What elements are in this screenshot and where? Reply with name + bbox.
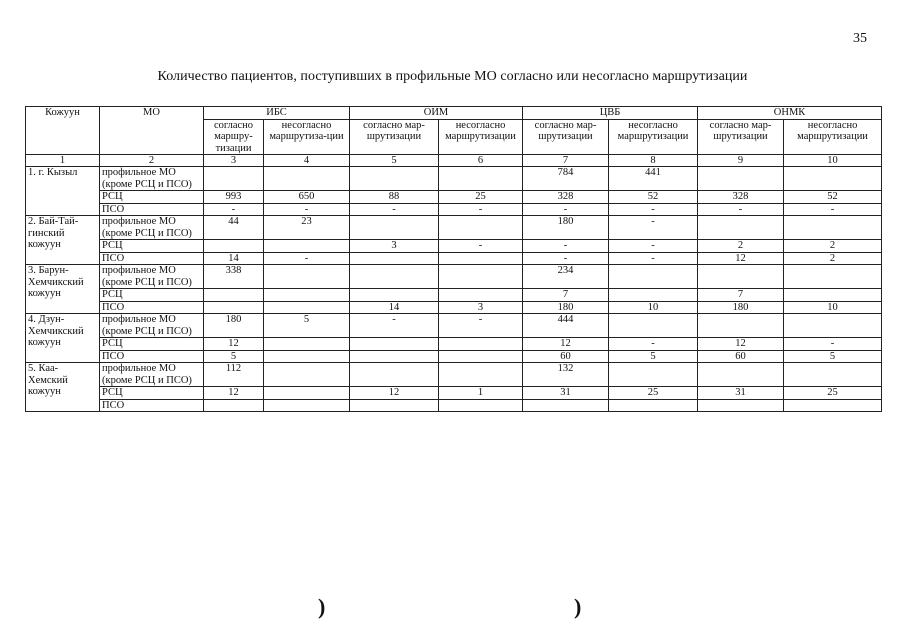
value-cell	[439, 363, 523, 387]
mo-type: профильное МО (кроме РСЦ и ПСО)	[100, 314, 204, 338]
value-cell: -	[523, 252, 609, 265]
header-group-onmk: ОНМК	[698, 107, 882, 120]
value-cell: -	[523, 240, 609, 253]
table-row	[26, 363, 882, 387]
mo-type: РСЦ	[100, 338, 204, 351]
value-cell	[264, 301, 350, 314]
value-cell: -	[698, 203, 784, 216]
value-cell	[350, 363, 439, 387]
mo-type: ПСО	[100, 399, 204, 412]
table-row	[26, 167, 882, 191]
header-group-oim: ОИМ	[350, 107, 523, 120]
value-cell	[784, 399, 882, 412]
value-cell: 12	[350, 387, 439, 400]
value-cell	[204, 301, 264, 314]
footer-mark: )	[318, 594, 326, 619]
value-cell: 60	[523, 350, 609, 363]
table-row	[26, 301, 882, 314]
value-cell: 12	[204, 387, 264, 400]
value-cell: 25	[784, 387, 882, 400]
value-cell	[698, 314, 784, 338]
value-cell: 31	[698, 387, 784, 400]
value-cell	[264, 289, 350, 302]
value-cell: 132	[523, 363, 609, 387]
value-cell: 112	[204, 363, 264, 387]
table-row	[26, 216, 882, 240]
value-cell	[264, 167, 350, 191]
table-row	[26, 350, 882, 363]
value-cell: -	[264, 252, 350, 265]
value-cell: 441	[609, 167, 698, 191]
value-cell: 88	[350, 191, 439, 204]
value-cell	[698, 265, 784, 289]
value-cell	[439, 338, 523, 351]
value-cell	[350, 265, 439, 289]
value-cell: -	[264, 203, 350, 216]
value-cell: 180	[698, 301, 784, 314]
value-cell	[523, 399, 609, 412]
table-row	[26, 240, 882, 253]
value-cell	[264, 399, 350, 412]
value-cell: 2	[784, 240, 882, 253]
mo-type: профильное МО (кроме РСЦ и ПСО)	[100, 363, 204, 387]
value-cell: 3	[439, 301, 523, 314]
value-cell: -	[609, 338, 698, 351]
value-cell: 5	[204, 350, 264, 363]
value-cell	[784, 167, 882, 191]
value-cell: -	[350, 314, 439, 338]
value-cell	[439, 399, 523, 412]
value-cell: 12	[698, 338, 784, 351]
district-name: 4. Дзун-Хемчикский кожуун	[26, 314, 100, 363]
mo-type: профильное МО (кроме РСЦ и ПСО)	[100, 265, 204, 289]
value-cell: 10	[784, 301, 882, 314]
value-cell: 14	[350, 301, 439, 314]
value-cell	[439, 167, 523, 191]
value-cell	[350, 338, 439, 351]
value-cell	[204, 289, 264, 302]
table-row	[26, 265, 882, 289]
value-cell: 52	[609, 191, 698, 204]
value-cell: -	[609, 216, 698, 240]
value-cell	[609, 314, 698, 338]
value-cell: -	[523, 203, 609, 216]
value-cell	[264, 350, 350, 363]
column-number-row	[26, 155, 882, 167]
value-cell	[698, 216, 784, 240]
value-cell: 1	[439, 387, 523, 400]
value-cell: -	[609, 203, 698, 216]
table-row	[26, 338, 882, 351]
table-row	[26, 252, 882, 265]
value-cell: 7	[523, 289, 609, 302]
column-number: 3	[204, 155, 264, 167]
mo-type: РСЦ	[100, 191, 204, 204]
value-cell	[609, 399, 698, 412]
mo-type: ПСО	[100, 203, 204, 216]
value-cell: 14	[204, 252, 264, 265]
value-cell: -	[439, 203, 523, 216]
value-cell: 7	[698, 289, 784, 302]
value-cell: 5	[784, 350, 882, 363]
column-number: 2	[100, 155, 204, 167]
value-cell	[350, 216, 439, 240]
value-cell: 2	[784, 252, 882, 265]
subheader-cell: согласно маршру-тизации	[204, 119, 264, 155]
patients-routing-table	[25, 106, 882, 412]
value-cell: 25	[439, 191, 523, 204]
column-number: 5	[350, 155, 439, 167]
value-cell	[698, 167, 784, 191]
value-cell: 180	[523, 216, 609, 240]
header-group-tsvb: ЦВБ	[523, 107, 698, 120]
value-cell	[609, 363, 698, 387]
value-cell	[784, 289, 882, 302]
value-cell	[204, 167, 264, 191]
district-name: 5. Каа-Хемский кожуун	[26, 363, 100, 412]
subheader-cell: несогласно маршрутизации	[609, 119, 698, 155]
value-cell: 234	[523, 265, 609, 289]
value-cell: -	[350, 203, 439, 216]
mo-type: ПСО	[100, 350, 204, 363]
value-cell: -	[784, 203, 882, 216]
column-number: 4	[264, 155, 350, 167]
value-cell	[350, 252, 439, 265]
value-cell: 10	[609, 301, 698, 314]
value-cell: -	[439, 240, 523, 253]
subheader-cell: согласно мар-шрутизации	[350, 119, 439, 155]
value-cell: 31	[523, 387, 609, 400]
table-title: Количество пациентов, поступивших в профильные МО согласно или несогласно маршрутизации	[157, 69, 748, 84]
column-number: 7	[523, 155, 609, 167]
footer-mark: )	[574, 594, 582, 619]
value-cell	[350, 167, 439, 191]
value-cell	[350, 399, 439, 412]
mo-type: РСЦ	[100, 387, 204, 400]
subheader-cell: несогласно маршрутизации	[439, 119, 523, 155]
value-cell	[784, 265, 882, 289]
table-row	[26, 191, 882, 204]
column-number: 10	[784, 155, 882, 167]
value-cell: -	[609, 240, 698, 253]
value-cell: 23	[264, 216, 350, 240]
value-cell: -	[204, 203, 264, 216]
value-cell: 650	[264, 191, 350, 204]
value-cell: -	[609, 252, 698, 265]
district-name: 1. г. Кызыл	[26, 167, 100, 216]
mo-type: ПСО	[100, 301, 204, 314]
value-cell: 3	[350, 240, 439, 253]
value-cell	[264, 240, 350, 253]
value-cell	[264, 265, 350, 289]
page-number: 35	[853, 31, 867, 46]
value-cell: 12	[698, 252, 784, 265]
value-cell	[204, 399, 264, 412]
value-cell: 52	[784, 191, 882, 204]
value-cell	[439, 350, 523, 363]
mo-type: ПСО	[100, 252, 204, 265]
district-name: 3. Барун-Хемчикский кожуун	[26, 265, 100, 314]
header-kozhuun: Кожуун	[26, 107, 100, 155]
value-cell	[264, 338, 350, 351]
value-cell	[350, 289, 439, 302]
subheader-cell: несогласно маршрутиза-ции	[264, 119, 350, 155]
value-cell	[784, 314, 882, 338]
value-cell: 25	[609, 387, 698, 400]
mo-type: профильное МО (кроме РСЦ и ПСО)	[100, 167, 204, 191]
value-cell	[439, 265, 523, 289]
subheader-cell: несогласно маршрутизации	[784, 119, 882, 155]
value-cell: 444	[523, 314, 609, 338]
mo-type: РСЦ	[100, 289, 204, 302]
value-cell	[350, 350, 439, 363]
mo-type: профильное МО (кроме РСЦ и ПСО)	[100, 216, 204, 240]
table-row	[26, 387, 882, 400]
value-cell	[609, 265, 698, 289]
column-number: 6	[439, 155, 523, 167]
column-number: 9	[698, 155, 784, 167]
column-number: 8	[609, 155, 698, 167]
value-cell	[698, 399, 784, 412]
subheader-cell: согласно мар-шрутизации	[698, 119, 784, 155]
district-name: 2. Бай-Тай-гинский кожуун	[26, 216, 100, 265]
value-cell	[784, 216, 882, 240]
value-cell	[439, 216, 523, 240]
value-cell: 338	[204, 265, 264, 289]
value-cell	[784, 363, 882, 387]
subheader-cell: согласно мар-шрутизации	[523, 119, 609, 155]
value-cell: 60	[698, 350, 784, 363]
table-row	[26, 289, 882, 302]
value-cell	[609, 289, 698, 302]
value-cell: 2	[698, 240, 784, 253]
header-row	[26, 107, 882, 120]
table-row	[26, 314, 882, 338]
value-cell	[264, 387, 350, 400]
value-cell	[698, 363, 784, 387]
header-mo: МО	[100, 107, 204, 155]
value-cell: -	[784, 338, 882, 351]
column-number: 1	[26, 155, 100, 167]
value-cell: 5	[609, 350, 698, 363]
value-cell	[264, 363, 350, 387]
value-cell: 328	[523, 191, 609, 204]
header-group-ibs: ИБС	[204, 107, 350, 120]
value-cell: 5	[264, 314, 350, 338]
table-row	[26, 203, 882, 216]
value-cell: 12	[204, 338, 264, 351]
value-cell	[439, 252, 523, 265]
value-cell: 12	[523, 338, 609, 351]
value-cell	[439, 289, 523, 302]
value-cell	[204, 240, 264, 253]
value-cell: 784	[523, 167, 609, 191]
value-cell: 180	[523, 301, 609, 314]
value-cell: 44	[204, 216, 264, 240]
table-row	[26, 399, 882, 412]
value-cell: -	[439, 314, 523, 338]
value-cell: 328	[698, 191, 784, 204]
mo-type: РСЦ	[100, 240, 204, 253]
value-cell: 180	[204, 314, 264, 338]
value-cell: 993	[204, 191, 264, 204]
